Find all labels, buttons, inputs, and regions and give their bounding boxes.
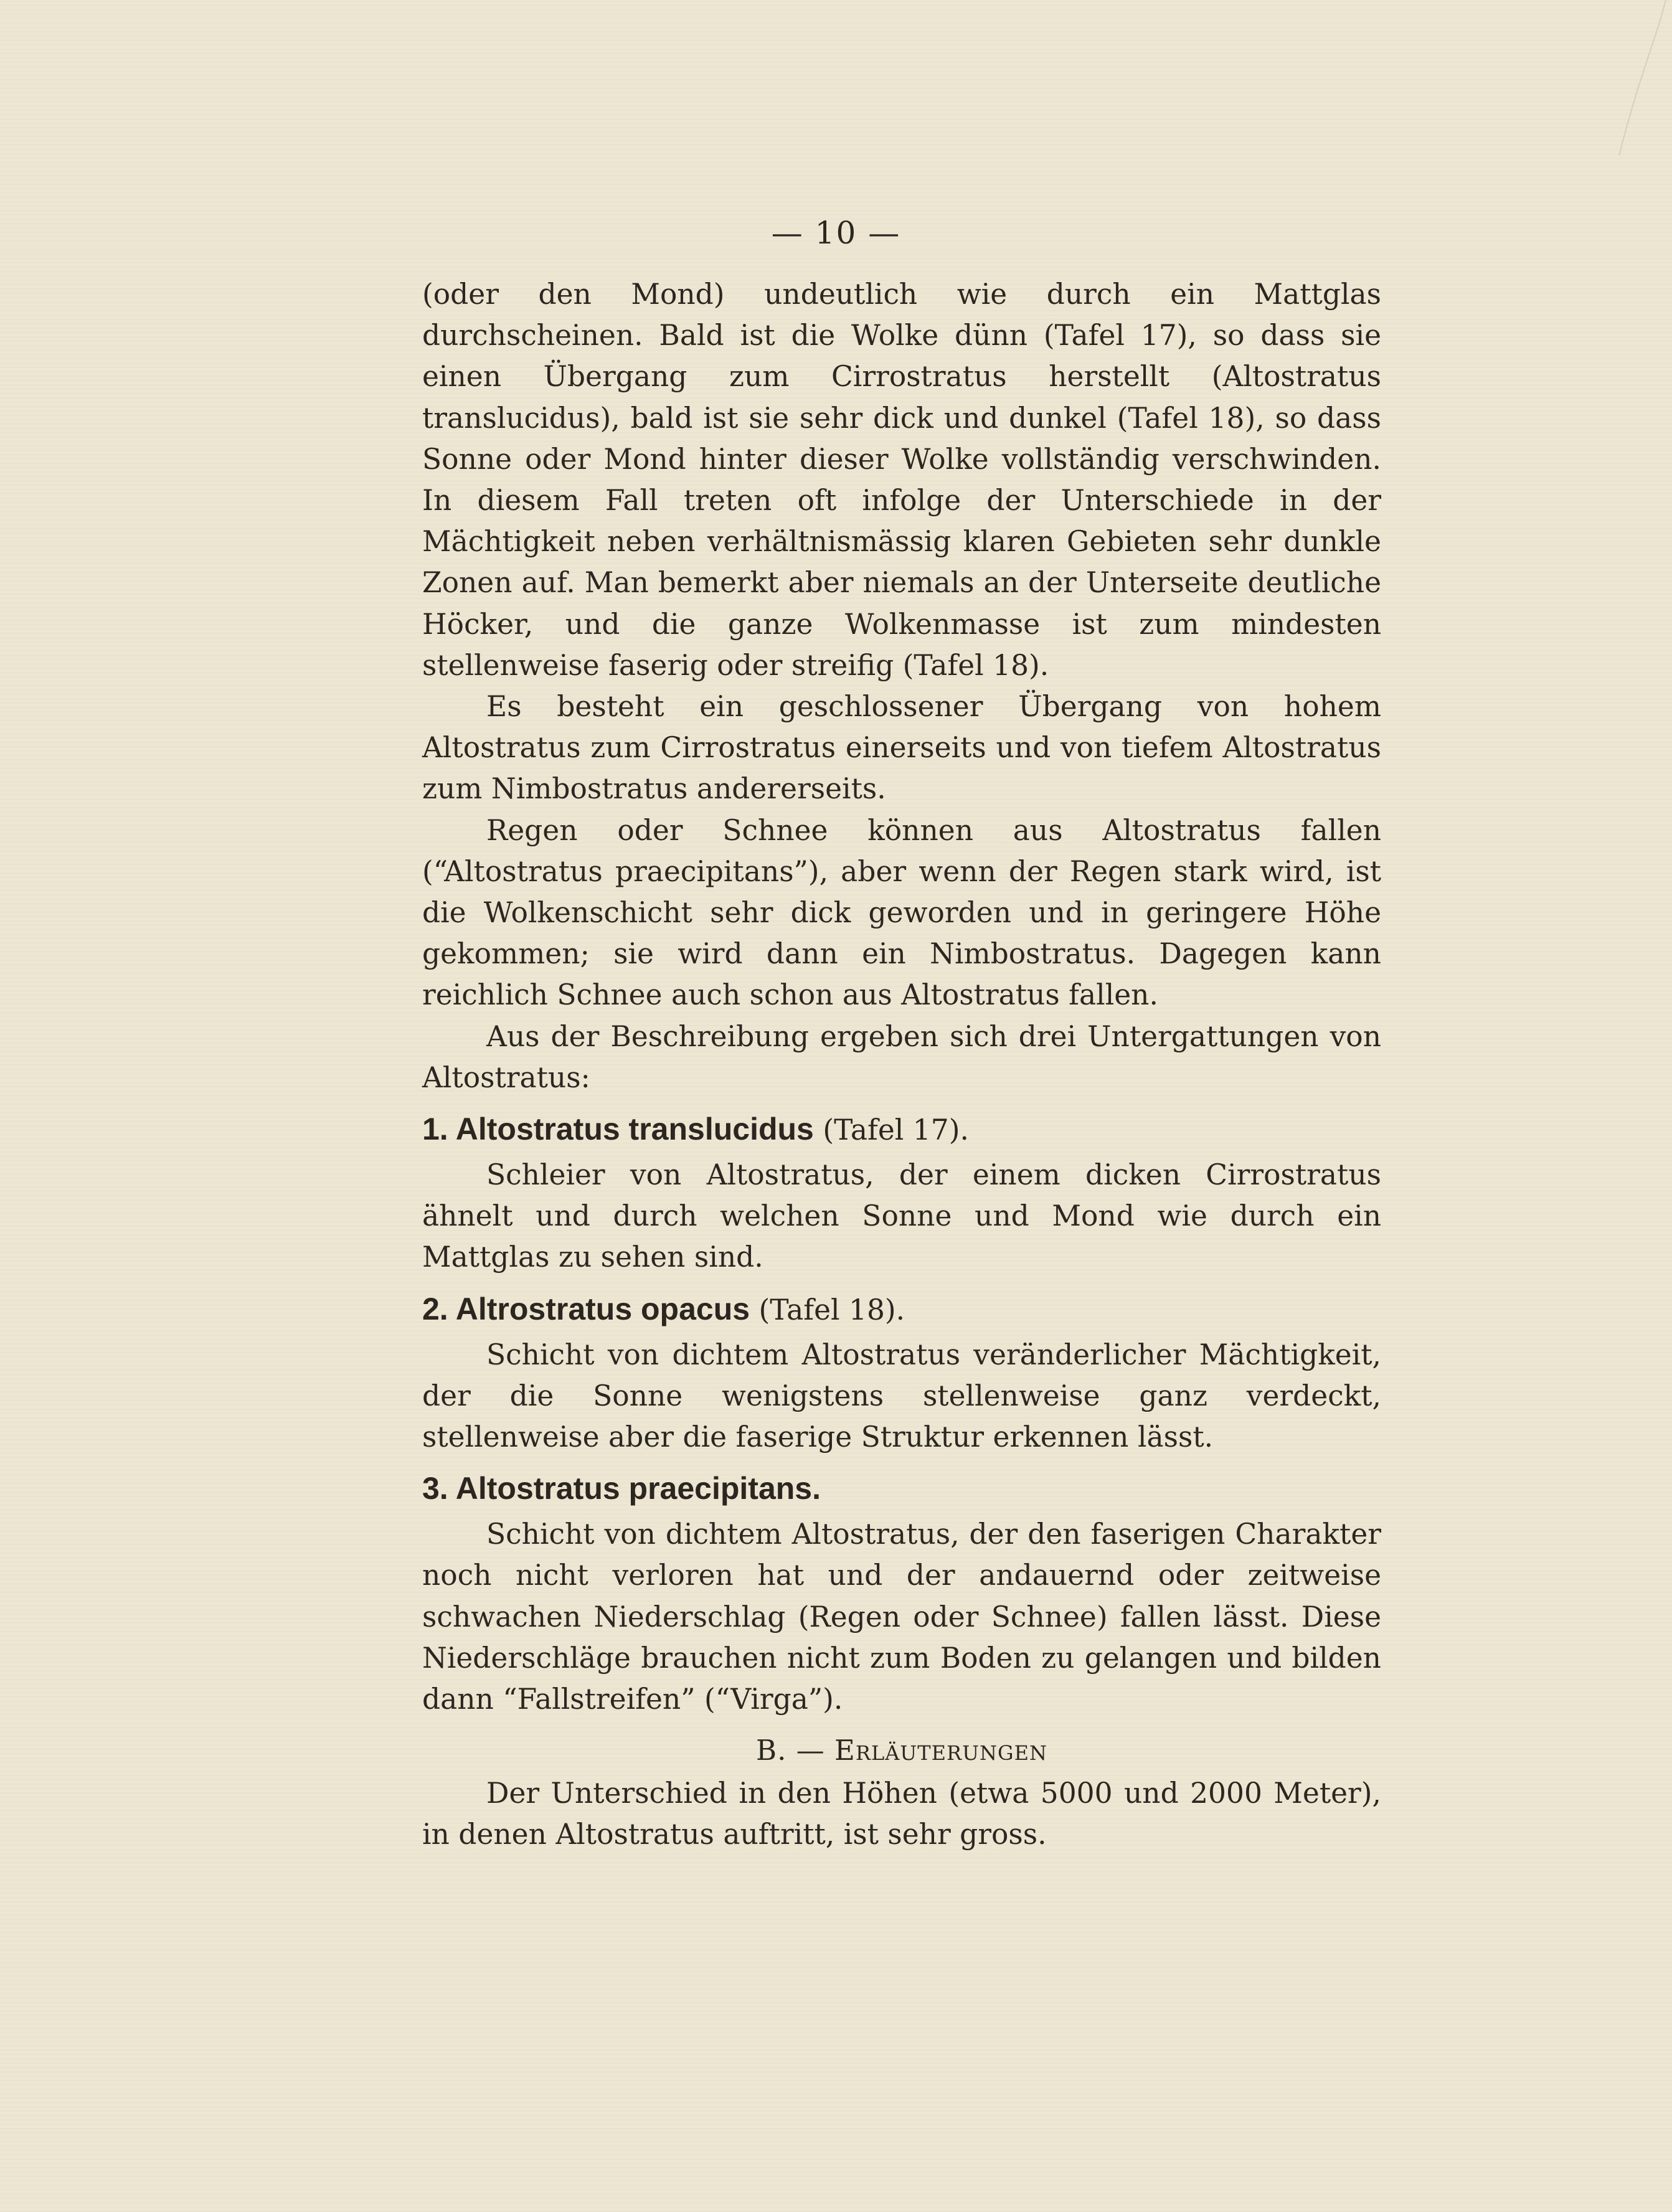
- paragraph-precipitation: Regen oder Schnee können aus Altostratus fallen (“Altostratus praecipitans”), aber wenn der Regen stark wird, ist die Wolkenschicht sehr dick geworden und in geringere Höhe gekommen; sie wird dann ein Nimbostratus. Dagegen kann reichlich Schnee auch schon aus Altostratus fallen.: [422, 813, 1381, 1012]
- page-number: — 10 —: [771, 215, 901, 251]
- subtype-name: Altostratus praecipitans.: [455, 1471, 821, 1506]
- subtype-heading-praecipitans: [422, 1464, 1381, 1514]
- subtype-number: 3.: [422, 1471, 448, 1506]
- section-b-prefix: B. —: [756, 1734, 834, 1767]
- subtype-name: Altostratus translucidus: [455, 1112, 814, 1147]
- subtype-description: Schicht von dichtem Altostratus, der den faserigen Charakter noch nicht verloren hat und der andauernd oder zeitweise schwachen Niederschlag (Regen oder Schnee) fallen lässt. Diese Niederschläge brauchen nicht zum Boden zu gelangen und bilden dann “Fallstreifen” (“Virga”).: [422, 1518, 1381, 1716]
- subtype-description: Schleier von Altostratus, der einem dicken Cirrostratus ähnelt und durch welchen Sonne und Mond wie durch ein Mattglas zu sehen sind.: [422, 1158, 1381, 1274]
- section-b-title: [422, 1730, 1381, 1771]
- subtype-plate-ref: (Tafel 17).: [813, 1113, 969, 1147]
- section-b-name: Erläuterungen: [834, 1734, 1047, 1767]
- paragraph-continuation: (oder den Mond) undeutlich wie durch ein Mattglas durchscheinen. Bald ist die Wolke dünn (Tafel 17), so dass sie einen Übergang zum Cirrostratus herstellt (Altostratus translucidus), bald ist sie sehr dick und dunkel (Tafel 18), so dass Sonne oder Mond hinter dieser Wolke vollständig verschwinden. In diesem Fall treten oft infolge der Unterschiede in der Mächtigkeit neben verhältnismässig klaren Gebieten sehr dunkle Zonen auf. Man bemerkt aber niemals an der Unterseite deutliche Höcker, und die ganze Wolkenmasse ist zum mindesten stellenweise faserig oder streifig (Tafel 18).: [422, 278, 1381, 682]
- subtype-name: Altrostratus opacus: [455, 1291, 750, 1326]
- subtype-heading-translucidus: [422, 1105, 1381, 1155]
- subtype-heading-opacus: [422, 1285, 1381, 1335]
- paragraph-subtypes-intro: Aus der Beschreibung ergeben sich drei Untergattungen von Altostratus:: [422, 1019, 1381, 1094]
- section-b-paragraph: Der Unterschied in den Höhen (etwa 5000 und 2000 Meter), in denen Altostratus auftritt, ist sehr gross.: [422, 1776, 1381, 1851]
- paper-crease-mark: [1544, 0, 1669, 156]
- subtype-number: 2.: [422, 1291, 448, 1326]
- subtype-plate-ref: (Tafel 18).: [750, 1293, 905, 1326]
- paragraph-transition: Es besteht ein geschlossener Übergang von hohem Altostratus zum Cirrostratus einerseits und von tiefem Altostratus zum Nimbostratus andererseits.: [422, 690, 1381, 806]
- subtype-number: 1.: [422, 1112, 448, 1147]
- body-text: [422, 274, 1381, 1855]
- subtype-description: Schicht von dichtem Altostratus veränderlicher Mächtigkeit, der die Sonne wenigstens stellenweise ganz verdeckt, stellenweise aber die faserige Struktur erkennen lässt.: [422, 1338, 1381, 1454]
